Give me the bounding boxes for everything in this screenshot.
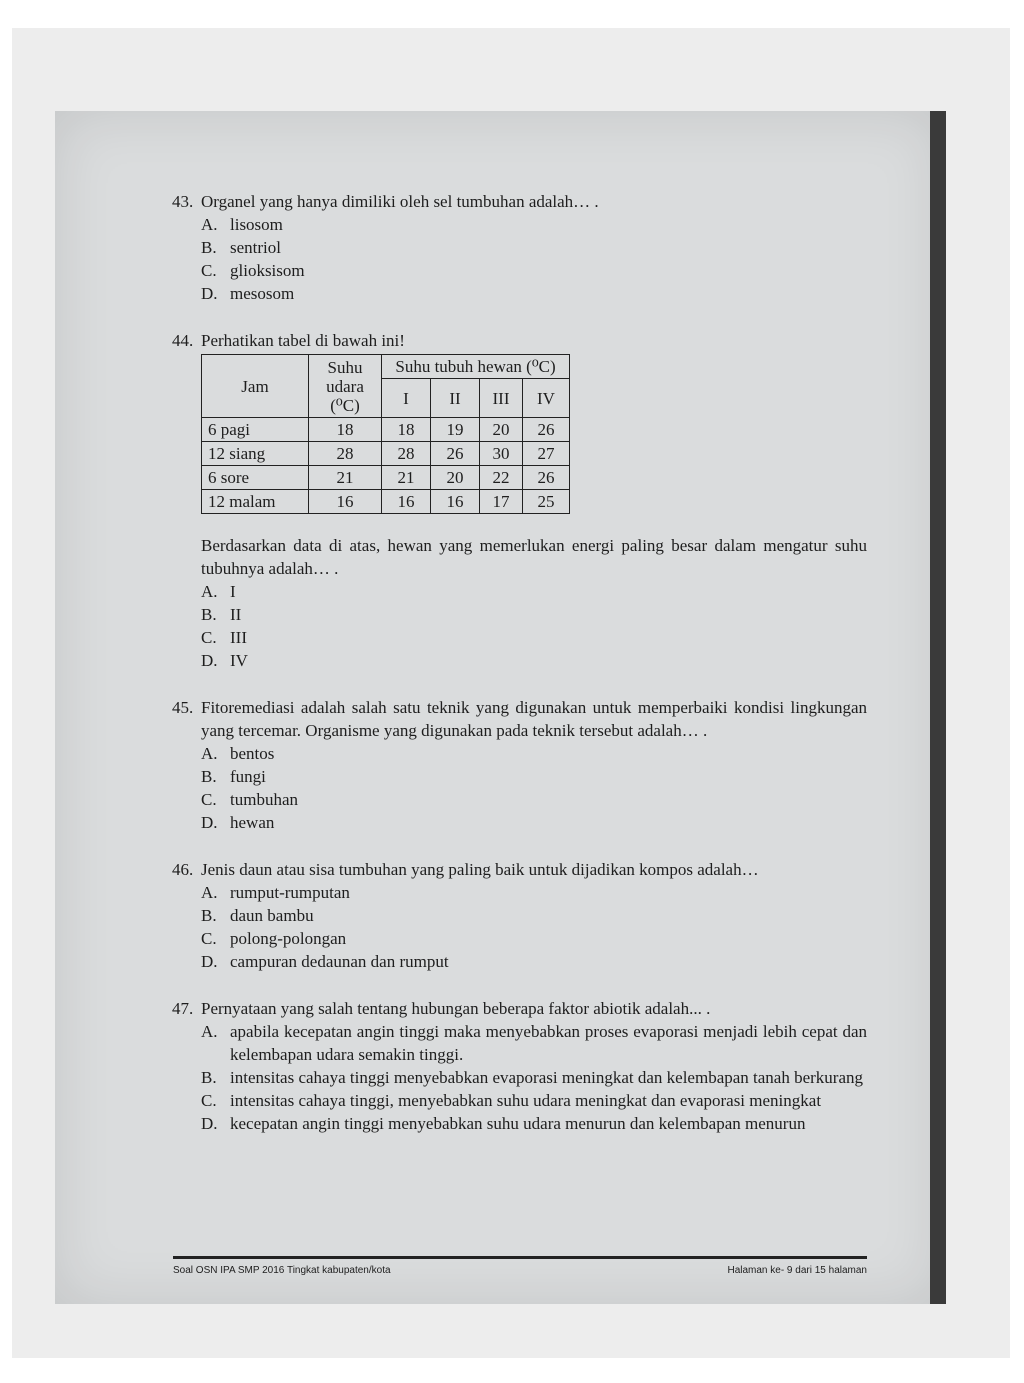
- cell-value: 16: [382, 490, 431, 514]
- option-text: II: [230, 605, 242, 624]
- header-animal-i: I: [382, 379, 431, 418]
- table-header-row: [202, 355, 570, 379]
- question-text: Fitoremediasi adalah salah satu teknik yang digunakan untuk memperbaiki kondisi lingkungan yang tercemar. Organisme yang digunakan pada teknik tersebut adalah… .: [201, 698, 867, 740]
- option-text: IV: [230, 651, 248, 670]
- cell-value: 20: [431, 466, 480, 490]
- option-label: B.: [201, 1068, 217, 1087]
- option-text: mesosom: [230, 284, 295, 303]
- table-row: [202, 466, 570, 490]
- option-label: A.: [201, 744, 218, 763]
- question-45: [172, 696, 867, 834]
- cell-jam: 12 malam: [202, 490, 309, 514]
- cell-value: 18: [382, 418, 431, 442]
- header-animal-ii: II: [431, 379, 480, 418]
- option-text: bentos: [230, 744, 275, 763]
- option-b: [201, 236, 867, 259]
- option-text: polong-polongan: [230, 929, 347, 948]
- question-number: 45.: [172, 698, 194, 717]
- table-row: [202, 442, 570, 466]
- cell-value: 27: [523, 442, 570, 466]
- option-a: [201, 742, 867, 765]
- option-label: B.: [201, 767, 217, 786]
- cell-jam: 6 sore: [202, 466, 309, 490]
- option-label: C.: [201, 790, 217, 809]
- option-b: [201, 904, 867, 927]
- option-a: [201, 1020, 867, 1066]
- option-label: D.: [201, 284, 218, 303]
- cell-value: 28: [382, 442, 431, 466]
- option-d: [201, 649, 867, 672]
- option-label: B.: [201, 605, 217, 624]
- cell-udara: 28: [309, 442, 382, 466]
- option-label: C.: [201, 261, 217, 280]
- header-animal-iv: IV: [523, 379, 570, 418]
- question-text: Pernyataan yang salah tentang hubungan beberapa faktor abiotik adalah... .: [201, 999, 711, 1018]
- cell-jam: 6 pagi: [202, 418, 309, 442]
- header-suhu-tubuh: Suhu tubuh hewan (⁰C): [382, 355, 570, 379]
- option-text: intensitas cahaya tinggi, menyebabkan suhu udara meningkat dan evaporasi meningkat: [230, 1091, 822, 1110]
- footer-page-number: Halaman ke- 9 dari 15 halaman: [727, 1265, 867, 1276]
- cell-value: 19: [431, 418, 480, 442]
- options: [201, 1020, 867, 1135]
- cell-jam: 12 siang: [202, 442, 309, 466]
- option-label: A.: [201, 1022, 218, 1041]
- cell-value: 16: [431, 490, 480, 514]
- cell-value: 17: [480, 490, 523, 514]
- options: [201, 580, 867, 672]
- document-content: [172, 190, 867, 1159]
- cell-value: 22: [480, 466, 523, 490]
- cell-value: 25: [523, 490, 570, 514]
- option-label: D.: [201, 651, 218, 670]
- options: [201, 742, 867, 834]
- option-text: daun bambu: [230, 906, 314, 925]
- question-44: [172, 329, 867, 672]
- footer-source: Soal OSN IPA SMP 2016 Tingkat kabupaten/kota: [173, 1265, 391, 1276]
- options: [201, 213, 867, 305]
- option-b: [201, 1066, 867, 1089]
- question-text: Berdasarkan data di atas, hewan yang memerlukan energi paling besar dalam mengatur suhu tubuhnya adalah… .: [201, 536, 867, 578]
- option-a: [201, 881, 867, 904]
- option-a: [201, 213, 867, 236]
- cell-value: 26: [523, 466, 570, 490]
- paper-edge-shadow: [930, 111, 946, 1304]
- option-c: [201, 1089, 867, 1112]
- option-b: [201, 603, 867, 626]
- option-text: fungi: [230, 767, 266, 786]
- option-text: tumbuhan: [230, 790, 298, 809]
- question-47: [172, 997, 867, 1135]
- table-row: [202, 490, 570, 514]
- question-number: 43.: [172, 192, 194, 211]
- options: [201, 881, 867, 973]
- question-text: Perhatikan tabel di bawah ini!: [201, 331, 405, 350]
- header-animal-iii: III: [480, 379, 523, 418]
- question-43: [172, 190, 867, 305]
- option-text: lisosom: [230, 215, 283, 234]
- option-text: hewan: [230, 813, 275, 832]
- option-text: campuran dedaunan dan rumput: [230, 952, 449, 971]
- option-d: [201, 282, 867, 305]
- cell-udara: 21: [309, 466, 382, 490]
- option-text: apabila kecepatan angin tinggi maka menyebabkan proses evaporasi menjadi lebih cepat dan kelembapan udara semakin tinggi.: [230, 1022, 867, 1064]
- cell-value: 26: [431, 442, 480, 466]
- option-c: [201, 259, 867, 282]
- question-text: Organel yang hanya dimiliki oleh sel tumbuhan adalah… .: [201, 192, 599, 211]
- option-label: C.: [201, 1091, 217, 1110]
- cell-udara: 16: [309, 490, 382, 514]
- cell-value: 21: [382, 466, 431, 490]
- option-label: D.: [201, 952, 218, 971]
- option-text: rumput-rumputan: [230, 883, 350, 902]
- question-number: 46.: [172, 860, 194, 879]
- option-c: [201, 788, 867, 811]
- header-jam: Jam: [202, 355, 309, 418]
- option-label: A.: [201, 215, 218, 234]
- option-c: [201, 626, 867, 649]
- option-b: [201, 765, 867, 788]
- header-line: (⁰C): [330, 395, 360, 415]
- cell-value: 20: [480, 418, 523, 442]
- table-row: [202, 418, 570, 442]
- option-d: [201, 950, 867, 973]
- page-footer: [173, 1265, 867, 1276]
- cell-value: 26: [523, 418, 570, 442]
- option-label: B.: [201, 238, 217, 257]
- question-number: 44.: [172, 331, 194, 350]
- option-d: [201, 811, 867, 834]
- header-suhu-udara: [309, 355, 382, 418]
- option-c: [201, 927, 867, 950]
- cell-udara: 18: [309, 418, 382, 442]
- option-label: A.: [201, 883, 218, 902]
- option-label: D.: [201, 813, 218, 832]
- option-label: A.: [201, 582, 218, 601]
- question-text: Jenis daun atau sisa tumbuhan yang paling baik untuk dijadikan kompos adalah…: [201, 860, 759, 879]
- footer-divider: [173, 1256, 867, 1259]
- option-text: III: [230, 628, 247, 647]
- option-text: intensitas cahaya tinggi menyebabkan evaporasi meningkat dan kelembapan tanah berkurang: [230, 1068, 864, 1087]
- option-label: C.: [201, 628, 217, 647]
- option-d: [201, 1112, 867, 1135]
- option-text: kecepatan angin tinggi menyebabkan suhu udara menurun dan kelembapan menurun: [230, 1114, 806, 1133]
- option-a: [201, 580, 867, 603]
- header-line: Suhu: [327, 357, 363, 377]
- option-text: I: [230, 582, 236, 601]
- option-label: B.: [201, 906, 217, 925]
- header-line: udara: [326, 376, 364, 396]
- option-label: D.: [201, 1114, 218, 1133]
- cell-value: 30: [480, 442, 523, 466]
- question-number: 47.: [172, 999, 194, 1018]
- question-46: [172, 858, 867, 973]
- option-text: sentriol: [230, 238, 281, 257]
- temperature-table: [201, 354, 570, 514]
- option-label: C.: [201, 929, 217, 948]
- option-text: glioksisom: [230, 261, 305, 280]
